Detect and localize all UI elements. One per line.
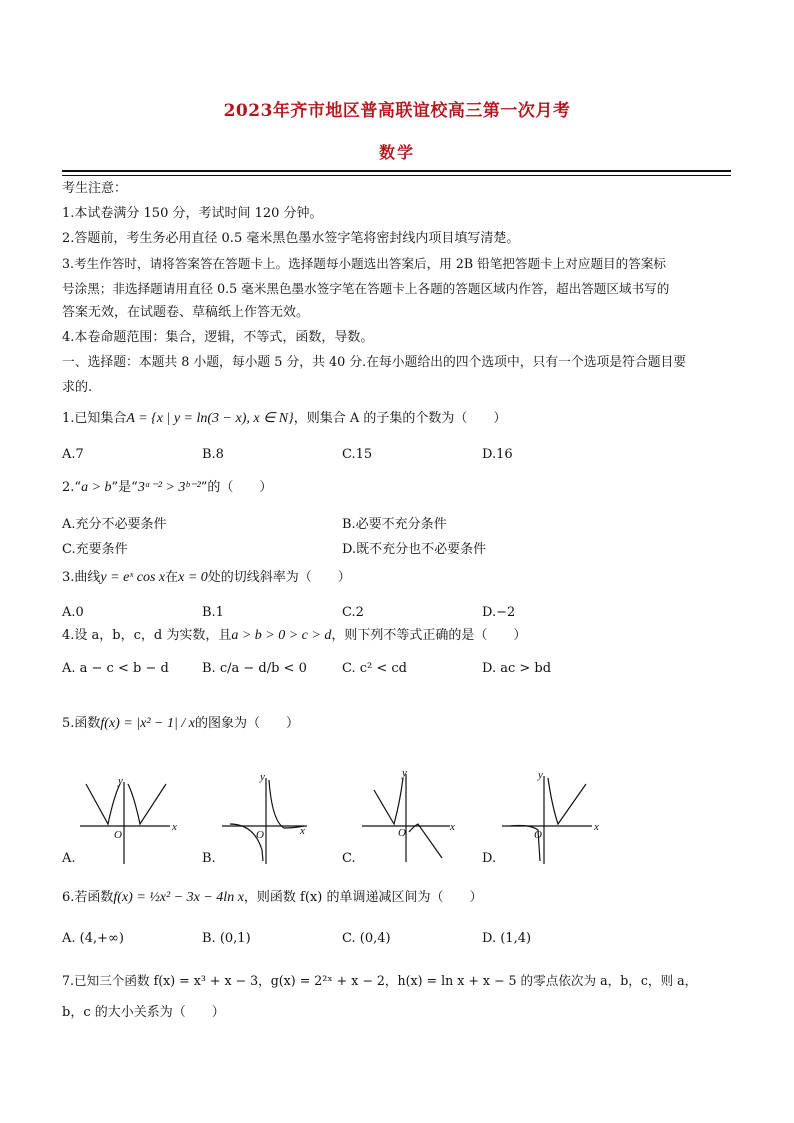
graph-a-x-label: x xyxy=(172,821,177,833)
q1-option-d: D.16 xyxy=(482,447,513,462)
graph-c xyxy=(362,774,450,862)
q2-mid: ”是“ xyxy=(111,480,138,495)
section-heading-cont: 求的. xyxy=(62,380,93,395)
graph-d-origin: O xyxy=(534,829,542,841)
graph-b xyxy=(222,778,307,864)
q1-option-b: B.8 xyxy=(202,447,224,462)
q4-pre: 4.设 a，b，c，d 为实数，且 xyxy=(62,628,232,643)
question-7-cont: b，c 的大小关系为（ ） xyxy=(62,1005,225,1020)
q5-graphs xyxy=(62,766,732,866)
graph-d xyxy=(502,776,592,864)
section-heading: 一、选择题：本题共 8 小题，每小题 5 分，共 40 分.在每小题给出的四个选项中，只有一个选项是符合题目要 xyxy=(62,355,687,370)
q6-pre: 6.若函数 xyxy=(62,890,114,905)
q4-option-d: D. ac > bd xyxy=(482,661,552,676)
note-item: 1.本试卷满分 150 分，考试时间 120 分钟。 xyxy=(62,206,323,221)
q5-option-a: A. xyxy=(62,851,76,866)
q1-post: ，则集合 A 的子集的个数为（ ） xyxy=(293,411,507,426)
q2-option-b: B.必要不充分条件 xyxy=(342,517,447,532)
graph-d-x-label: x xyxy=(594,821,599,833)
q6-option-a: A. (4,+∞) xyxy=(62,931,124,946)
q6-option-d: D. (1,4) xyxy=(482,931,532,946)
note-item: 3.考生作答时，请将答案答在答题卡上。选择题每小题选出答案后，用 2B 铅笔把答题卡上对应题目的答案标 xyxy=(62,256,667,271)
graph-a-y-label: y xyxy=(118,775,123,787)
graph-b-x-label: x xyxy=(300,825,305,837)
question-7: 7.已知三个函数 f(x) = x³ + x − 3，g(x) = 2²ˣ + x − 2，h(x) = ln x + x − 5 的零点依次为 a，b，c，则 a， xyxy=(62,973,698,988)
graph-a xyxy=(80,782,170,864)
question-6 xyxy=(62,890,482,906)
header-rule-thin xyxy=(62,175,731,176)
q3-post: 处的切线斜率为（ ） xyxy=(207,570,351,585)
q5-post: 的图象为（ ） xyxy=(194,716,299,731)
q5-option-d: D. xyxy=(482,851,497,866)
graph-b-y-label: y xyxy=(260,771,265,783)
question-2 xyxy=(62,480,272,496)
q3-formula: y = eˣ cos x xyxy=(100,570,166,585)
q6-option-c: C. (0,4) xyxy=(342,931,391,946)
question-5 xyxy=(62,716,299,732)
q4-formula: a > b > 0 > c > d xyxy=(231,628,332,643)
q4-option-a: A. a − c < b − d xyxy=(62,661,169,676)
q5-option-c: C. xyxy=(342,851,356,866)
note-item: 号涂黑；非选择题请用直径 0.5 毫米黑色墨水签字笔在答题卡上各题的答题区域内作答，超出答题区域书写的 xyxy=(62,281,670,296)
q6-post: ，则函数 f(x) 的单调递减区间为（ ） xyxy=(243,890,483,905)
exam-title: 2023年齐市地区普高联谊校高三第一次月考 xyxy=(223,101,571,121)
q3-option-c: C.2 xyxy=(342,605,364,620)
q3-mid: 在 xyxy=(165,570,179,585)
note-item: 4.本卷命题范围：集合，逻辑，不等式，函数，导数。 xyxy=(62,330,374,345)
graph-c-origin: O xyxy=(398,827,406,839)
q6-formula: f(x) = ½x² − 3x − 4ln x xyxy=(113,890,244,905)
q2-formula-1: a > b xyxy=(81,480,112,495)
q2-option-a: A.充分不必要条件 xyxy=(62,517,167,532)
note-item: 2.答题前，考生务必用直径 0.5 毫米黑色墨水签字笔将密封线内项目填写清楚。 xyxy=(62,231,520,246)
q5-formula: f(x) = |x² − 1| / x xyxy=(100,716,195,731)
subject-title: 数学 xyxy=(378,143,415,162)
graph-b-origin: O xyxy=(256,829,264,841)
question-4 xyxy=(62,628,526,644)
graph-c-y-label: y xyxy=(402,767,407,779)
q3-option-b: B.1 xyxy=(202,605,224,620)
q2-formula-2: 3ᵃ⁻² > 3ᵇ⁻² xyxy=(137,480,201,495)
q6-option-b: B. (0,1) xyxy=(202,931,251,946)
q2-option-d: D.既不充分也不必要条件 xyxy=(342,542,487,557)
q1-formula: A = {x | y = ln(3 − x), x ∈ N} xyxy=(126,411,294,426)
q2-option-c: C.充要条件 xyxy=(62,542,128,557)
q5-pre: 5.函数 xyxy=(62,716,101,731)
header-rule-thick xyxy=(62,170,731,172)
q1-pre: 1.已知集合 xyxy=(62,411,127,426)
q1-option-c: C.15 xyxy=(342,447,373,462)
q4-option-c: C. c² < cd xyxy=(342,661,407,676)
question-3 xyxy=(62,570,351,586)
q2-post: ”的（ ） xyxy=(200,480,273,495)
q3-option-d: D.−2 xyxy=(482,605,516,620)
q1-option-a: A.7 xyxy=(62,447,84,462)
notes-heading: 考生注意： xyxy=(62,181,128,196)
graph-a-origin: O xyxy=(114,829,122,841)
q3-option-a: A.0 xyxy=(62,605,84,620)
question-1 xyxy=(62,411,506,427)
q2-pre: 2.“ xyxy=(62,480,82,495)
q5-option-b: B. xyxy=(202,851,216,866)
q4-post: ，则下列不等式正确的是（ ） xyxy=(331,628,527,643)
graph-c-x-label: x xyxy=(450,821,455,833)
graph-d-y-label: y xyxy=(538,769,543,781)
q3-formula-2: x = 0 xyxy=(178,570,208,585)
q3-pre: 3.曲线 xyxy=(62,570,101,585)
note-item: 答案无效，在试题卷、草稿纸上作答无效。 xyxy=(62,305,310,320)
q4-option-b: B. c/a − d/b < 0 xyxy=(202,661,307,676)
